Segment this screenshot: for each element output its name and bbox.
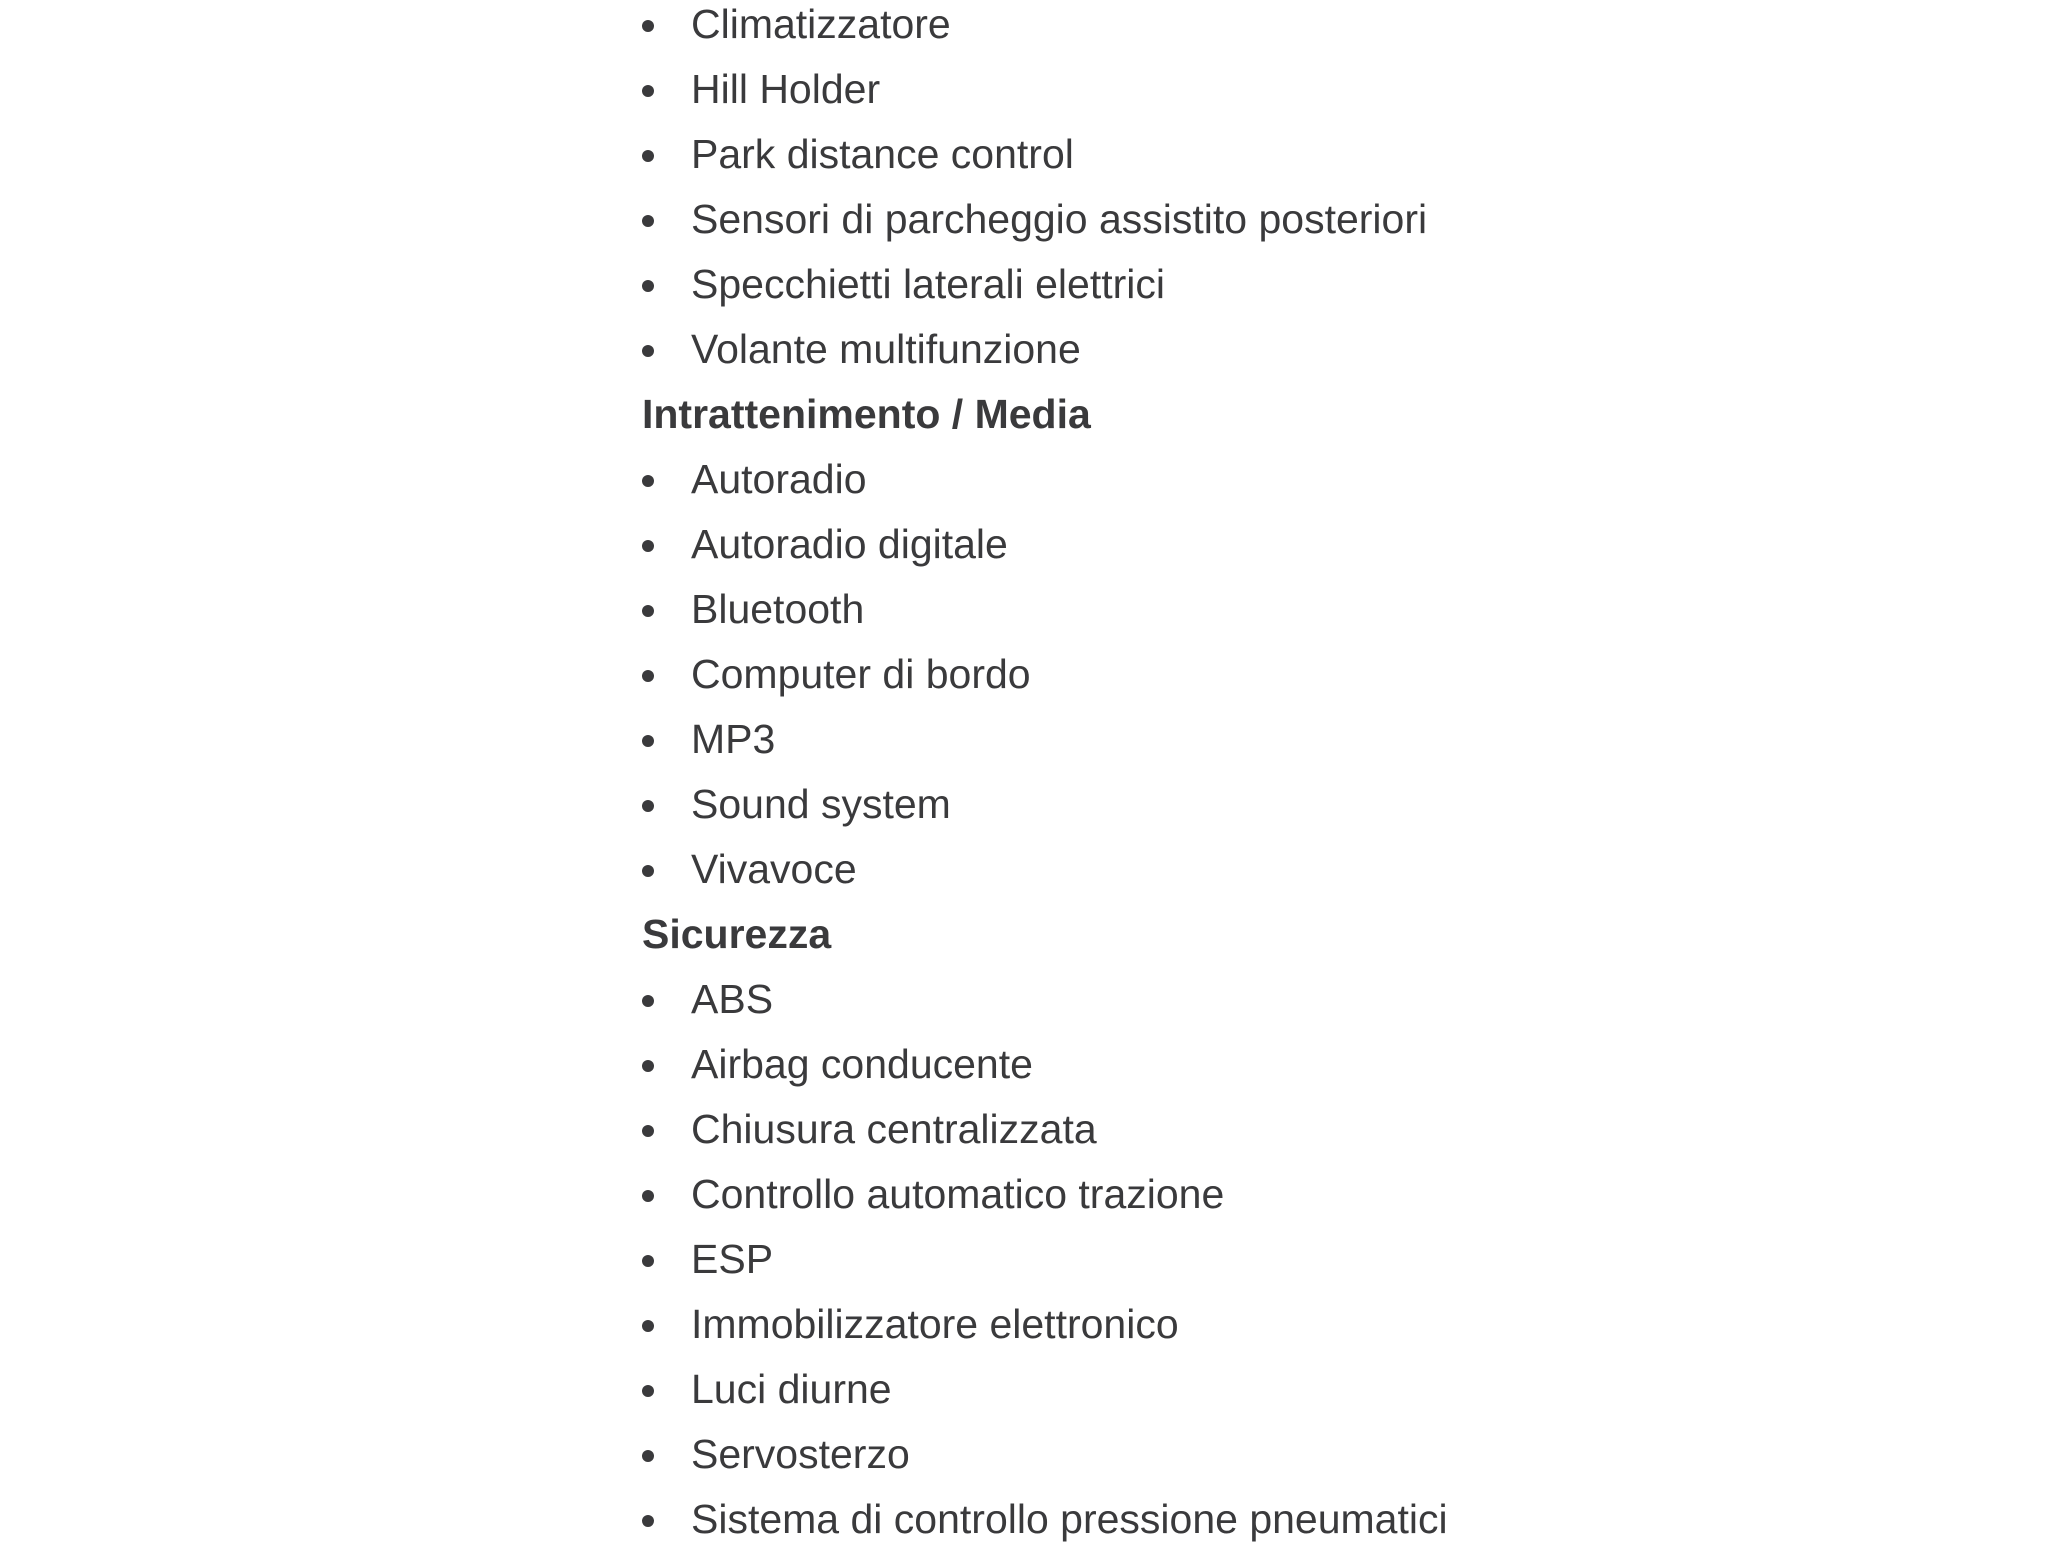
- list-item: Vivavoce: [642, 837, 2042, 902]
- section-heading-safety: Sicurezza: [642, 911, 832, 957]
- list-item: Luci diurne: [642, 1357, 2042, 1422]
- features-list: [642, 0, 2042, 1552]
- bullet-icon: [642, 280, 654, 292]
- list-item: Airbag conducente: [642, 1032, 2042, 1097]
- list-item: Climatizzatore: [642, 0, 2042, 57]
- safety-section: [642, 902, 2042, 1552]
- bullet-icon: [642, 345, 654, 357]
- bullet-icon: [642, 1190, 654, 1202]
- list-item: Chiusura centralizzata: [642, 1097, 2042, 1162]
- list-item: Servosterzo: [642, 1422, 2042, 1487]
- bullet-icon: [642, 85, 654, 97]
- list-item: Specchietti laterali elettrici: [642, 252, 2042, 317]
- bullet-icon: [642, 215, 654, 227]
- bullet-icon: [642, 540, 654, 552]
- list-item: Immobilizzatore elettronico: [642, 1292, 2042, 1357]
- media-section: [642, 382, 2042, 902]
- list-item: Sound system: [642, 772, 2042, 837]
- list-item: Autoradio digitale: [642, 512, 2042, 577]
- section-heading-media: Intrattenimento / Media: [642, 391, 1091, 437]
- list-item: MP3: [642, 707, 2042, 772]
- bullet-icon: [642, 865, 654, 877]
- list-item: Park distance control: [642, 122, 2042, 187]
- list-item: Bluetooth: [642, 577, 2042, 642]
- list-item: Sistema di controllo pressione pneumatici: [642, 1487, 2042, 1552]
- bullet-icon: [642, 150, 654, 162]
- list-item: ESP: [642, 1227, 2042, 1292]
- list-item: Sensori di parcheggio assistito posteriori: [642, 187, 2042, 252]
- bullet-icon: [642, 995, 654, 1007]
- list-item: Autoradio: [642, 447, 2042, 512]
- bullet-icon: [642, 475, 654, 487]
- list-item: ABS: [642, 967, 2042, 1032]
- bullet-icon: [642, 735, 654, 747]
- bullet-icon: [642, 1060, 654, 1072]
- bullet-icon: [642, 1125, 654, 1137]
- bullet-icon: [642, 605, 654, 617]
- bullet-icon: [642, 1320, 654, 1332]
- bullet-icon: [642, 1385, 654, 1397]
- bullet-icon: [642, 1515, 654, 1527]
- bullet-icon: [642, 670, 654, 682]
- bullet-icon: [642, 800, 654, 812]
- list-item: Controllo automatico trazione: [642, 1162, 2042, 1227]
- bullet-icon: [642, 20, 654, 32]
- list-item: Computer di bordo: [642, 642, 2042, 707]
- comfort-section: [642, 0, 2042, 382]
- bullet-icon: [642, 1450, 654, 1462]
- list-item: Hill Holder: [642, 57, 2042, 122]
- list-item: Volante multifunzione: [642, 317, 2042, 382]
- bullet-icon: [642, 1255, 654, 1267]
